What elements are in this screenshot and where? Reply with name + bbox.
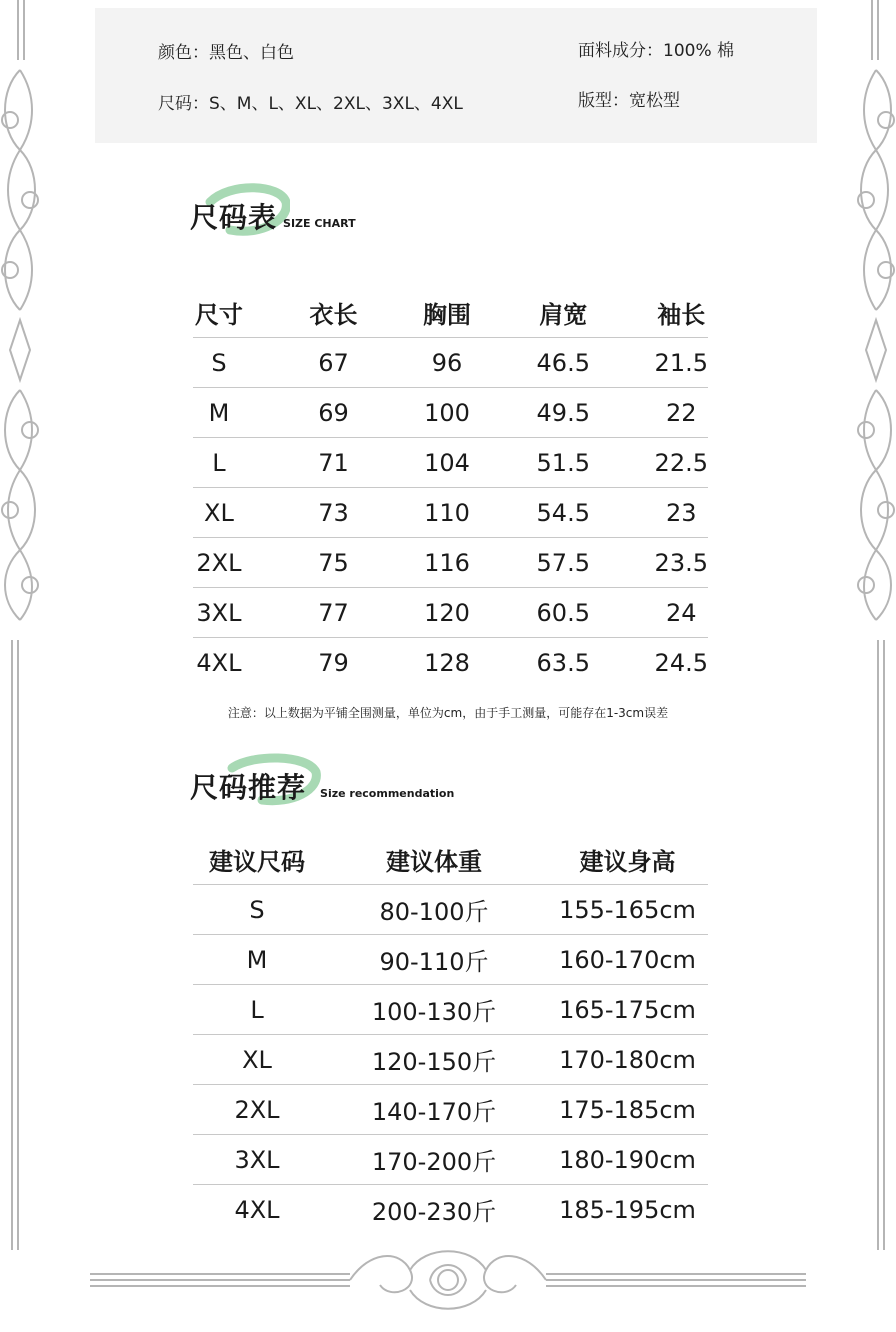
table-cell: 2XL: [193, 1085, 321, 1135]
recommendation-subtitle: Size recommendation: [320, 787, 455, 800]
table-cell: L: [193, 985, 321, 1035]
color-info: 颜色：黑色、白色: [158, 43, 294, 63]
table-cell: 2XL: [193, 538, 245, 588]
table-cell: 22: [655, 388, 708, 438]
left-ornament-border: [0, 0, 40, 1250]
size-recommendation-table: [193, 834, 708, 1234]
header-recommended-height: 建议身高: [579, 847, 676, 876]
bottom-ornament-border: [80, 1240, 816, 1320]
table-row: [193, 1085, 708, 1135]
header-recommended-weight: 建议体重: [386, 847, 482, 876]
table-cell: 96: [422, 338, 472, 388]
table-cell: M: [193, 388, 245, 438]
size-chart-heading: [190, 196, 356, 236]
table-cell: 104: [422, 438, 472, 488]
table-row: [193, 1185, 708, 1235]
header-size: 尺寸: [194, 300, 243, 329]
table-row: [193, 388, 708, 438]
product-info-panel: [95, 8, 817, 143]
table-cell: 128: [422, 638, 472, 688]
table-cell: 140-170斤: [321, 1085, 547, 1135]
recommendation-title: 尺码推荐: [190, 771, 307, 804]
table-cell: 23: [655, 488, 708, 538]
sizes-info: 尺码：S、M、L、XL、2XL、3XL、4XL: [158, 94, 463, 114]
size-chart-subtitle: SIZE CHART: [283, 217, 356, 230]
table-cell: 120-150斤: [321, 1035, 547, 1085]
measurement-note: 注意：以上数据为平铺全围测量，单位为cm，由于手工测量，可能存在1-3cm误差: [227, 706, 669, 720]
table-cell: 160-170cm: [547, 935, 708, 985]
table-cell: 90-110斤: [321, 935, 547, 985]
table-cell: 4XL: [193, 638, 245, 688]
table-cell: 21.5: [655, 338, 708, 388]
table-cell: 24: [655, 588, 708, 638]
table-cell: 175-185cm: [547, 1085, 708, 1135]
table-row: [193, 438, 708, 488]
right-ornament-border: [856, 0, 896, 1250]
table-cell: 80-100斤: [321, 885, 547, 935]
table-cell: 100-130斤: [321, 985, 547, 1035]
table-cell: 3XL: [193, 1135, 321, 1185]
table-cell: 49.5: [472, 388, 655, 438]
table-cell: 200-230斤: [321, 1185, 547, 1235]
table-cell: 23.5: [655, 538, 708, 588]
table-row: [193, 985, 708, 1035]
table-cell: 180-190cm: [547, 1135, 708, 1185]
table-cell: 24.5: [655, 638, 708, 688]
table-row: [193, 638, 708, 688]
table-cell: S: [193, 885, 321, 935]
table-cell: 116: [422, 538, 472, 588]
table-row: [193, 1135, 708, 1185]
table-cell: XL: [193, 1035, 321, 1085]
table-cell: 3XL: [193, 588, 245, 638]
size-chart-table: [193, 287, 708, 687]
table-cell: 71: [245, 438, 422, 488]
table-cell: M: [193, 935, 321, 985]
table-cell: 4XL: [193, 1185, 321, 1235]
table-cell: 46.5: [472, 338, 655, 388]
fit-info: 版型：宽松型: [578, 91, 680, 111]
header-sleeve: 袖长: [657, 300, 706, 329]
table-cell: 67: [245, 338, 422, 388]
table-cell: 60.5: [472, 588, 655, 638]
table-cell: 185-195cm: [547, 1185, 708, 1235]
table-cell: 79: [245, 638, 422, 688]
table-cell: L: [193, 438, 245, 488]
table-row: [193, 588, 708, 638]
header-chest: 胸围: [423, 300, 472, 329]
table-row: [193, 935, 708, 985]
table-cell: 120: [422, 588, 472, 638]
table-cell: 69: [245, 388, 422, 438]
table-row: [193, 488, 708, 538]
table-row: [193, 338, 708, 388]
table-cell: XL: [193, 488, 245, 538]
table-cell: S: [193, 338, 245, 388]
table-cell: 77: [245, 588, 422, 638]
header-length: 衣长: [309, 300, 358, 329]
table-row: [193, 538, 708, 588]
table-cell: 100: [422, 388, 472, 438]
table-cell: 110: [422, 488, 472, 538]
table-cell: 54.5: [472, 488, 655, 538]
table-cell: 63.5: [472, 638, 655, 688]
table-cell: 170-200斤: [321, 1135, 547, 1185]
size-chart-title: 尺码表: [190, 201, 278, 234]
fabric-info: 面料成分：100% 棉: [578, 41, 735, 61]
table-cell: 73: [245, 488, 422, 538]
table-cell: 57.5: [472, 538, 655, 588]
header-shoulder: 肩宽: [539, 300, 588, 329]
table-cell: 170-180cm: [547, 1035, 708, 1085]
table-row: [193, 1035, 708, 1085]
table-cell: 51.5: [472, 438, 655, 488]
table-row: [193, 885, 708, 935]
table-cell: 155-165cm: [547, 885, 708, 935]
table-cell: 75: [245, 538, 422, 588]
table-header-row: [193, 834, 708, 885]
table-header-row: [193, 287, 708, 338]
recommendation-heading: [190, 766, 454, 806]
header-recommended-size: 建议尺码: [209, 847, 305, 876]
table-cell: 165-175cm: [547, 985, 708, 1035]
table-cell: 22.5: [655, 438, 708, 488]
